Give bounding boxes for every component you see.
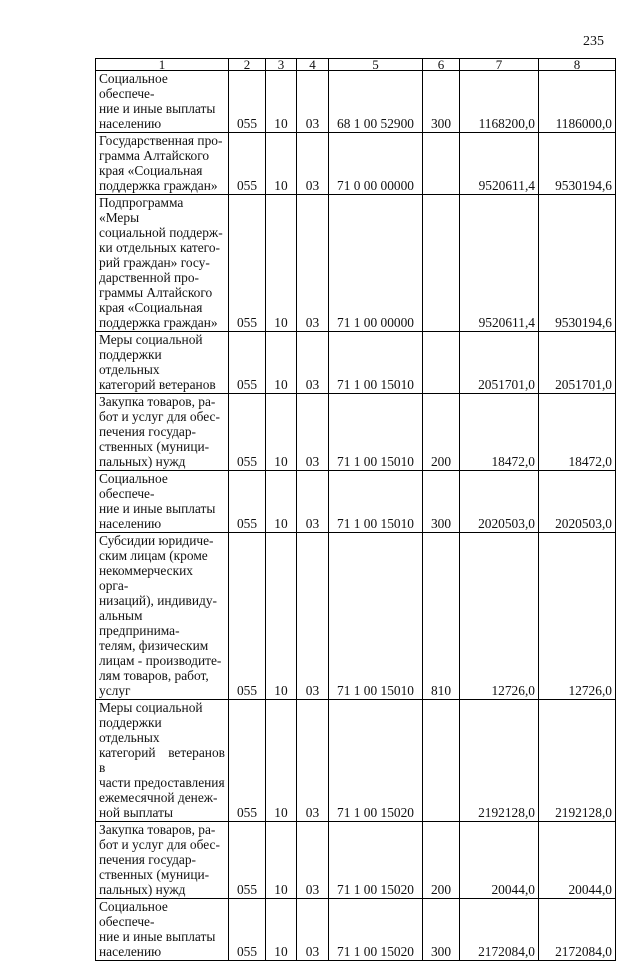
table-row [96,471,616,533]
row-code-4-cell: 03 [297,471,329,533]
row-code-6-cell [423,700,460,822]
row-code-6-cell: 300 [423,899,460,961]
row-code-5-cell: 71 0 00 00000 [329,133,423,195]
row-code-3-cell: 10 [266,533,297,700]
row-amount-7-cell: 2192128,0 [460,700,539,822]
row-code-4-cell: 03 [297,71,329,133]
row-code-6-cell [423,195,460,332]
row-amount-7-cell: 2020503,0 [460,471,539,533]
column-header-1: 1 [96,59,229,71]
row-code-6-cell: 300 [423,71,460,133]
row-amount-7-cell: 2172084,0 [460,899,539,961]
row-amount-7-cell: 20044,0 [460,822,539,899]
row-code-3-cell: 10 [266,332,297,394]
row-code-6-cell: 810 [423,533,460,700]
page-number: 235 [583,34,604,49]
row-code-6-cell [423,332,460,394]
row-amount-8-cell: 9530194,6 [539,195,616,332]
table-row [96,133,616,195]
row-amount-7-cell: 1168200,0 [460,71,539,133]
row-amount-8-cell: 1186000,0 [539,71,616,133]
row-code-2-cell: 055 [229,700,266,822]
table-row [96,899,616,961]
row-code-3-cell: 10 [266,394,297,471]
row-amount-7-cell: 12726,0 [460,533,539,700]
table-row [96,822,616,899]
row-code-3-cell: 10 [266,471,297,533]
row-name-cell: Подпрограмма «Меры социальной поддерж- ки отдельных катего- рий граждан» госу- дарственной про- граммы Алтайского края «Социальная поддержка граждан» [96,195,229,332]
table-body [96,59,616,961]
row-code-2-cell: 055 [229,332,266,394]
row-code-2-cell: 055 [229,71,266,133]
row-code-3-cell: 10 [266,899,297,961]
row-code-4-cell: 03 [297,899,329,961]
row-code-6-cell: 300 [423,471,460,533]
row-code-3-cell: 10 [266,700,297,822]
row-amount-7-cell: 9520611,4 [460,133,539,195]
row-code-6-cell [423,133,460,195]
row-code-4-cell: 03 [297,133,329,195]
row-code-5-cell: 71 1 00 15010 [329,332,423,394]
row-amount-8-cell: 2172084,0 [539,899,616,961]
row-amount-8-cell: 9530194,6 [539,133,616,195]
row-amount-7-cell: 2051701,0 [460,332,539,394]
row-code-4-cell: 03 [297,822,329,899]
row-amount-8-cell: 20044,0 [539,822,616,899]
row-name-cell: Закупка товаров, ра- бот и услуг для обес- печения государ- ственных (муници- пальных) нужд [96,822,229,899]
row-amount-8-cell: 18472,0 [539,394,616,471]
row-code-2-cell: 055 [229,133,266,195]
row-amount-8-cell: 2051701,0 [539,332,616,394]
row-name-cell: Субсидии юридиче- ским лицам (кроме некоммерческих орга- низаций), индивиду- альным предпринима- телям, физическим лицам - производите- лям товаров, работ, услуг [96,533,229,700]
row-code-5-cell: 71 1 00 15010 [329,394,423,471]
row-code-4-cell: 03 [297,195,329,332]
column-header-8: 8 [539,59,616,71]
row-code-5-cell: 71 1 00 15020 [329,700,423,822]
table-row [96,71,616,133]
row-code-6-cell: 200 [423,822,460,899]
row-code-4-cell: 03 [297,394,329,471]
column-header-5: 5 [329,59,423,71]
row-code-3-cell: 10 [266,71,297,133]
row-code-2-cell: 055 [229,533,266,700]
row-code-5-cell: 68 1 00 52900 [329,71,423,133]
column-header-2: 2 [229,59,266,71]
row-code-4-cell: 03 [297,533,329,700]
row-code-4-cell: 03 [297,332,329,394]
column-header-6: 6 [423,59,460,71]
row-code-4-cell: 03 [297,700,329,822]
table-row [96,700,616,822]
row-amount-8-cell: 12726,0 [539,533,616,700]
row-amount-8-cell: 2192128,0 [539,700,616,822]
column-header-3: 3 [266,59,297,71]
row-code-5-cell: 71 1 00 15020 [329,899,423,961]
header-row [96,59,616,71]
row-amount-7-cell: 9520611,4 [460,195,539,332]
row-name-cell: Государственная про- грамма Алтайского края «Социальная поддержка граждан» [96,133,229,195]
row-name-cell: Социальное обеспече- ние и иные выплаты населению [96,471,229,533]
table-row [96,533,616,700]
row-name-cell: Закупка товаров, ра- бот и услуг для обес- печения государ- ственных (муници- пальных) нужд [96,394,229,471]
row-code-5-cell: 71 1 00 00000 [329,195,423,332]
row-code-6-cell: 200 [423,394,460,471]
row-code-5-cell: 71 1 00 15010 [329,533,423,700]
table-row [96,332,616,394]
table-row [96,394,616,471]
row-name-cell: Социальное обеспече- ние и иные выплаты населению [96,71,229,133]
row-code-2-cell: 055 [229,899,266,961]
row-code-5-cell: 71 1 00 15010 [329,471,423,533]
row-code-2-cell: 055 [229,394,266,471]
row-code-2-cell: 055 [229,471,266,533]
row-code-2-cell: 055 [229,195,266,332]
table-row [96,195,616,332]
row-amount-8-cell: 2020503,0 [539,471,616,533]
row-amount-7-cell: 18472,0 [460,394,539,471]
row-code-3-cell: 10 [266,195,297,332]
row-name-cell: Социальное обеспече- ние и иные выплаты населению [96,899,229,961]
row-code-2-cell: 055 [229,822,266,899]
column-header-7: 7 [460,59,539,71]
row-code-3-cell: 10 [266,133,297,195]
budget-table [95,58,616,961]
row-code-3-cell: 10 [266,822,297,899]
row-code-5-cell: 71 1 00 15020 [329,822,423,899]
column-header-4: 4 [297,59,329,71]
row-name-cell: Меры социальной поддержки отдельных категорий ветеранов в части предоставления ежемесячной денеж- ной выплаты [96,700,229,822]
row-name-cell: Меры социальной поддержки отдельных категорий ветеранов [96,332,229,394]
